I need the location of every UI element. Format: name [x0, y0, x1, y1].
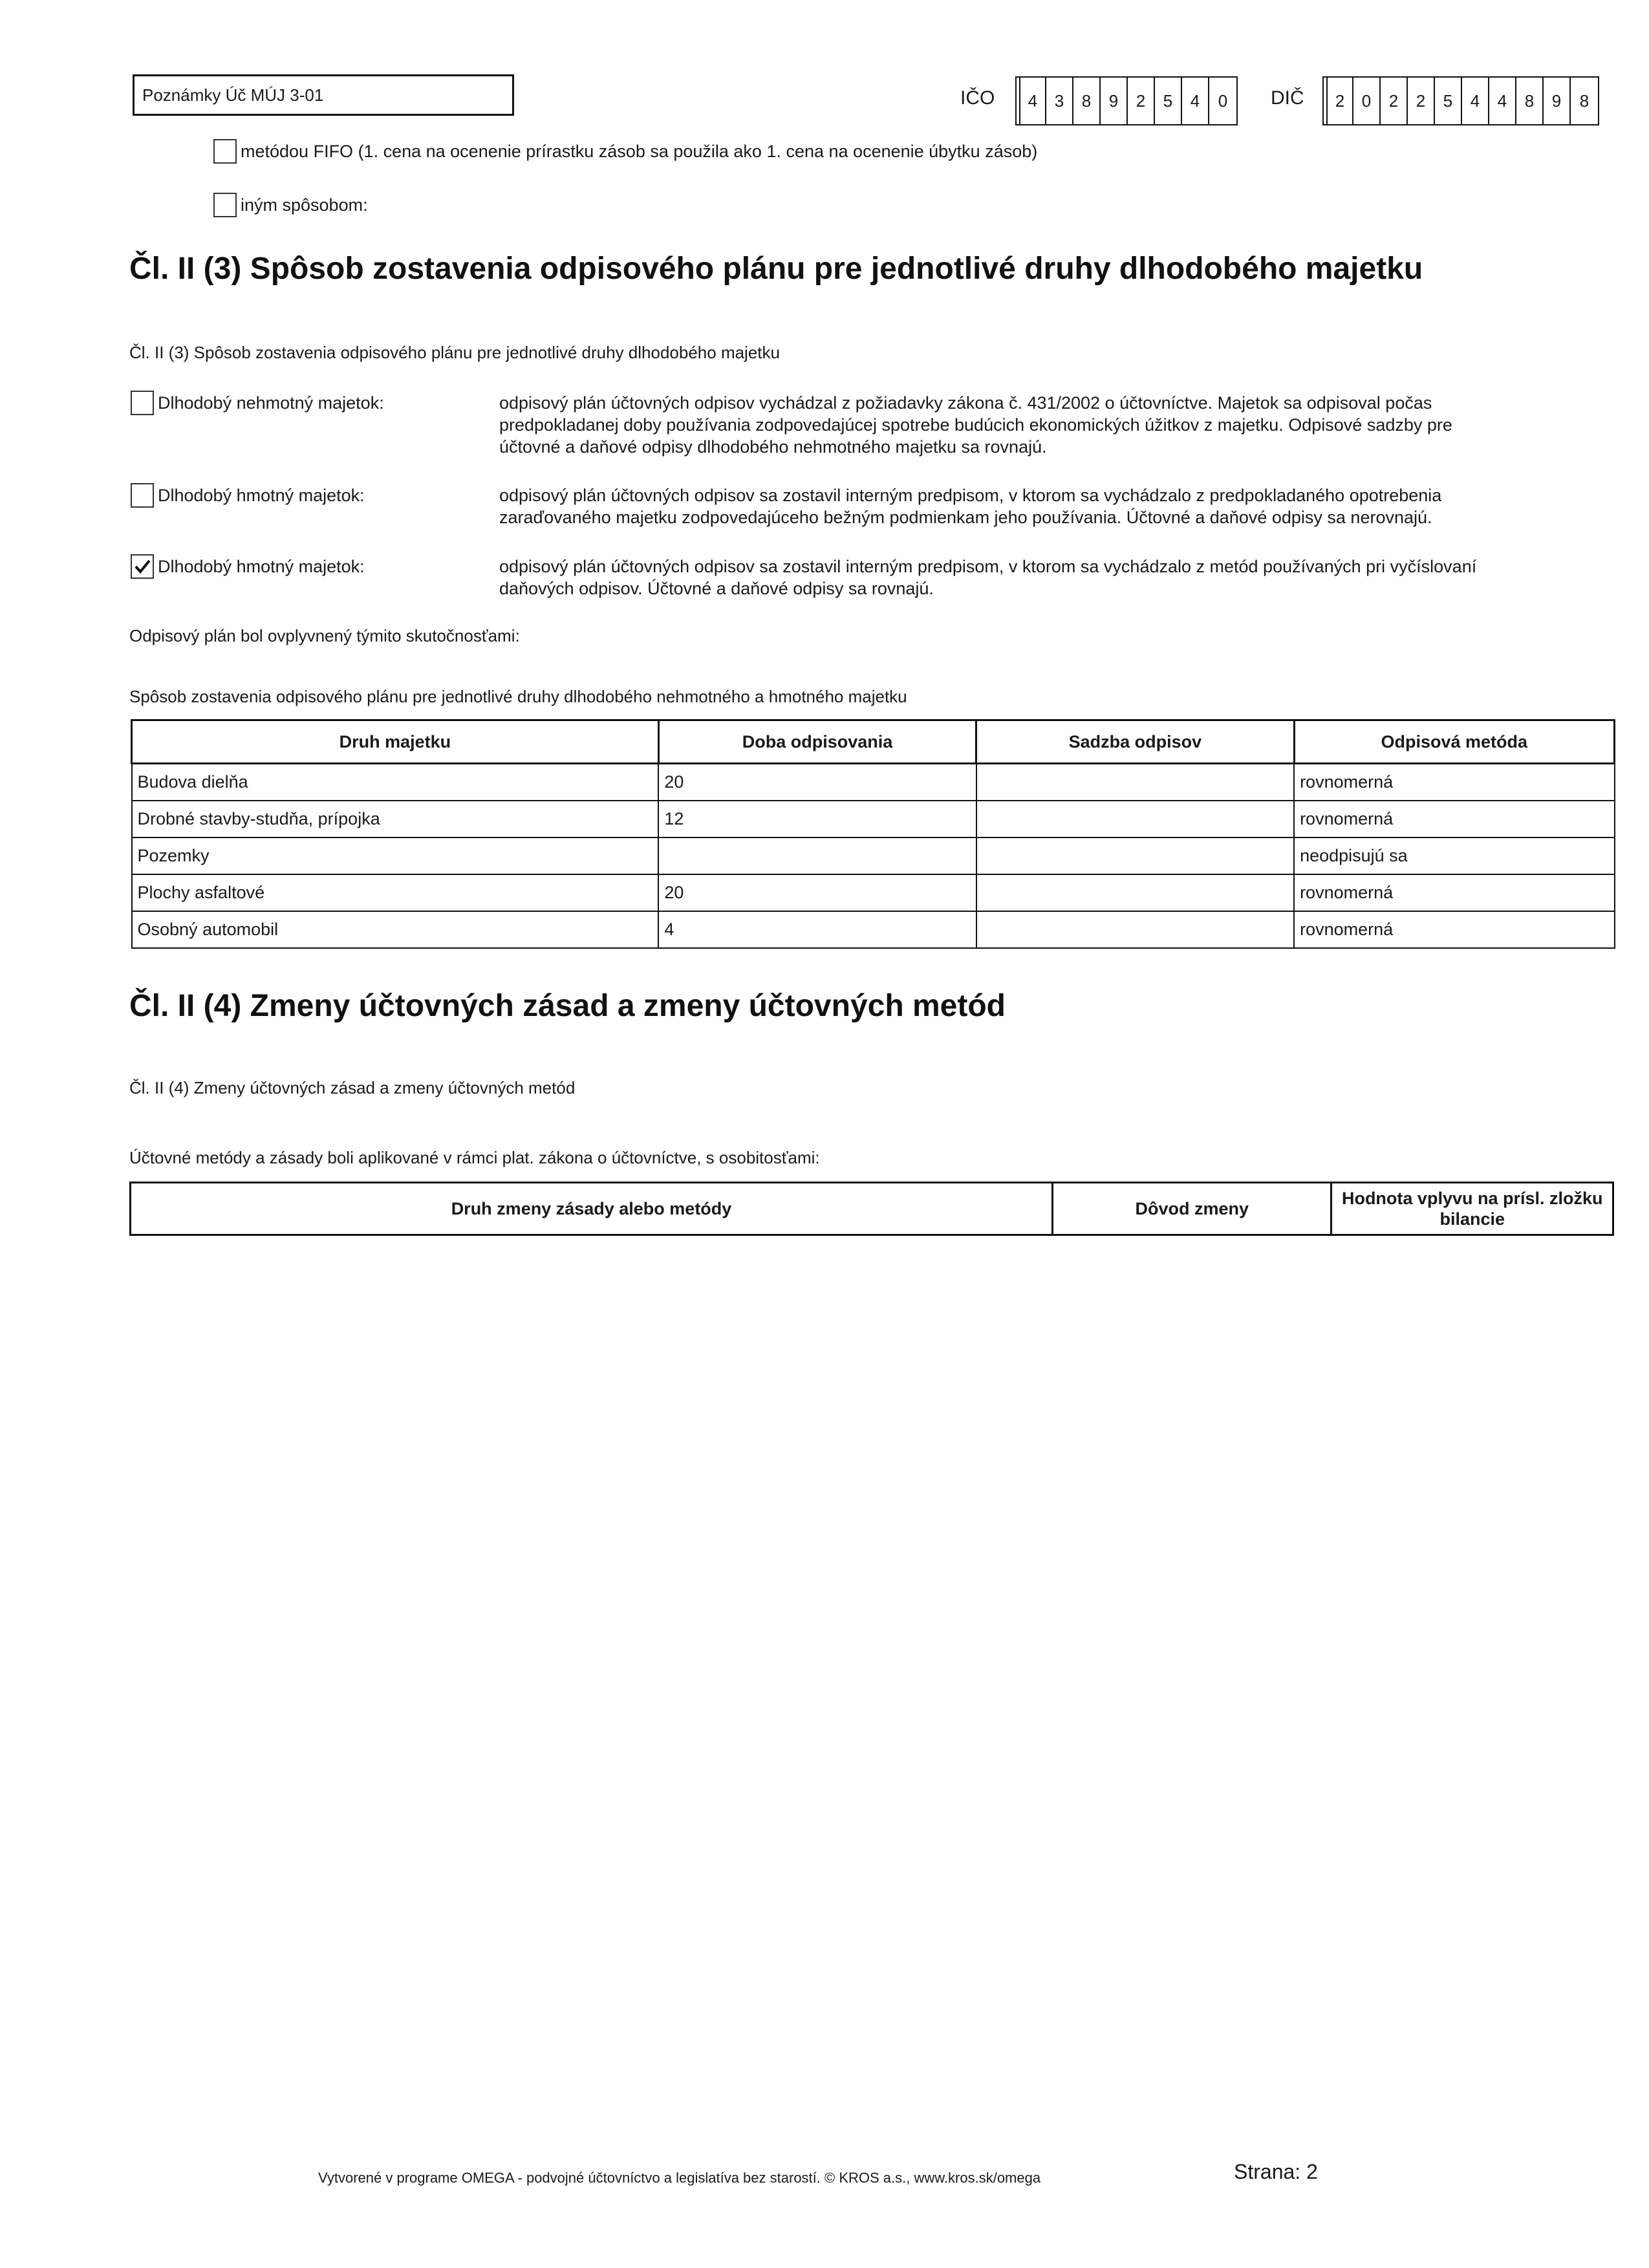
depreciation-table-caption: Spôsob zostavenia odpisového plánu pre jednotlivé druhy dlhodobého nehmotného a hmotného majetku: [129, 687, 907, 706]
description-line: daňových odpisov. Účtovné a daňové odpisy sa rovnajú.: [499, 579, 934, 598]
item-tangible-b: [131, 554, 365, 579]
description-line: odpisový plán účtovných odpisov sa zostavil interným predpisom, v ktorom sa vychádzalo z predpokladaného opotrebenia: [499, 486, 1442, 505]
section3-title: Čl. II (3) Spôsob zostavenia odpisového plánu pre jednotlivé druhy dlhodobého majetku: [129, 252, 1423, 286]
tangible-b-description: [499, 556, 1534, 599]
rate-cell: [976, 837, 1294, 874]
dic-digit: 8: [1516, 78, 1544, 124]
option-other: [213, 193, 368, 217]
dic-digit: 9: [1544, 78, 1571, 124]
asset-type-cell: Drobné stavby-studňa, prípojka: [132, 801, 659, 837]
column-header: Odpisová metóda: [1294, 720, 1614, 764]
footer-text: Vytvorené v programe OMEGA - podvojné účtovníctvo a legislatíva bez starostí. © KROS a.s., www.kros.sk/omega: [318, 2170, 1041, 2186]
period-cell: [658, 837, 976, 874]
ico-digit: 2: [1128, 78, 1155, 124]
period-cell: 20: [658, 764, 976, 801]
other-method-checkbox[interactable]: [213, 193, 237, 217]
method-cell: rovnomerná: [1294, 874, 1614, 911]
description-line: odpisový plán účtovných odpisov vychádzal z požiadavky zákona č. 431/2002 o účtovníctve. Majetok sa odpisoval počas: [499, 393, 1432, 413]
method-cell: rovnomerná: [1294, 764, 1614, 801]
table-header-row: [131, 1183, 1613, 1235]
dic-digit: 0: [1353, 78, 1381, 124]
tangible-a-checkbox[interactable]: [131, 483, 154, 508]
description-line: predpokladanej doby používania zodpovedajúcej spotrebe budúcich ekonomických úžitkov z majetku. Odpisové sadzby pre: [499, 415, 1452, 435]
period-cell: 20: [658, 874, 976, 911]
dic-digit: 8: [1579, 91, 1590, 111]
fifo-label: metódou FIFO (1. cena na ocenenie prírastku zásob sa použila ako 1. cena na ocenenie úbytku zásob): [241, 141, 1038, 161]
table-row: [132, 874, 1615, 911]
column-header: Doba odpisovania: [658, 720, 976, 764]
tangible-a-description: [499, 484, 1534, 528]
checkmark-icon: [133, 557, 152, 576]
fifo-checkbox[interactable]: [213, 139, 237, 164]
dic-digit: 4: [1462, 78, 1489, 124]
other-method-label: iným spôsobom:: [241, 195, 368, 215]
dic-digit: 2: [1381, 78, 1408, 124]
column-header: Hodnota vplyvu na prísl. zložku bilancie: [1331, 1183, 1613, 1235]
item-tangible-a: [131, 483, 365, 508]
dic-digit: 4: [1489, 78, 1516, 124]
dic-label: DIČ: [1271, 87, 1304, 109]
ico-digit: 3: [1046, 78, 1073, 124]
dic-digit: 2: [1326, 78, 1353, 124]
tangible-b-label: Dlhodobý hmotný majetok:: [158, 556, 365, 576]
option-fifo: [213, 139, 1037, 164]
intangible-description: [499, 392, 1534, 458]
depreciation-table: [131, 719, 1615, 949]
tangible-a-label: Dlhodobý hmotný majetok:: [158, 485, 365, 505]
column-header: Druh zmeny zásady alebo metódy: [131, 1183, 1053, 1235]
dic-digit: 2: [1408, 78, 1435, 124]
ico-digit: 5: [1155, 78, 1182, 124]
item-intangible: [131, 391, 384, 415]
table-row: [132, 764, 1615, 801]
description-line: zaraďovaného majetku zodpovedajúceho bežným podmienkam jeho používania. Účtovné a daňové odpisy sa nerovnajú.: [499, 508, 1432, 527]
rate-cell: [976, 801, 1294, 837]
dic-digits: [1322, 76, 1599, 125]
table-row: [132, 911, 1615, 948]
asset-type-cell: Budova dielňa: [132, 764, 659, 801]
asset-type-cell: Osobný automobil: [132, 911, 659, 948]
method-cell: rovnomerná: [1294, 801, 1614, 837]
ico-digits: [1015, 76, 1238, 125]
intangible-checkbox[interactable]: [131, 391, 154, 415]
ico-digit: 4: [1019, 78, 1046, 124]
tangible-b-checkbox[interactable]: [131, 554, 154, 579]
influence-note: Odpisový plán bol ovplyvnený týmito skutočnosťami:: [129, 626, 520, 645]
dic-digit: 5: [1435, 78, 1462, 124]
table-row: [132, 801, 1615, 837]
table-row: [132, 837, 1615, 874]
intangible-label: Dlhodobý nehmotný majetok:: [158, 393, 384, 413]
method-cell: rovnomerná: [1294, 911, 1614, 948]
column-header: Sadzba odpisov: [976, 720, 1294, 764]
section4-title: Čl. II (4) Zmeny účtovných zásad a zmeny účtovných metód: [129, 989, 1006, 1023]
table-header-row: [132, 720, 1615, 764]
method-cell: neodpisujú sa: [1294, 837, 1614, 874]
description-line: účtovné a daňové odpisy dlhodobého nehmotného majetku sa rovnajú.: [499, 437, 1047, 457]
form-id: Poznámky Úč MÚJ 3-01: [133, 74, 514, 116]
section4-note: Účtovné metódy a zásady boli aplikované v rámci plat. zákona o účtovníctve, s osobitosťami:: [129, 1148, 820, 1167]
period-cell: 12: [658, 801, 976, 837]
asset-type-cell: Plochy asfaltové: [132, 874, 659, 911]
description-line: odpisový plán účtovných odpisov sa zostavil interným predpisom, v ktorom sa vychádzalo z metód používaných pri vyčíslovaní: [499, 557, 1477, 576]
ico-digit: 9: [1101, 78, 1128, 124]
section4-subtitle: Čl. II (4) Zmeny účtovných zásad a zmeny účtovných metód: [129, 1078, 576, 1097]
section3-subtitle: Čl. II (3) Spôsob zostavenia odpisového plánu pre jednotlivé druhy dlhodobého majetku: [129, 343, 780, 362]
rate-cell: [976, 911, 1294, 948]
asset-type-cell: Pozemky: [132, 837, 659, 874]
column-header: Dôvod zmeny: [1053, 1183, 1331, 1235]
rate-cell: [976, 874, 1294, 911]
rate-cell: [976, 764, 1294, 801]
ico-digit: 0: [1218, 91, 1228, 111]
ico-digit: 4: [1182, 78, 1209, 124]
changes-table: [129, 1182, 1614, 1236]
column-header: Druh majetku: [132, 720, 659, 764]
page-number: Strana: 2: [1234, 2160, 1318, 2183]
period-cell: 4: [658, 911, 976, 948]
ico-label: IČO: [960, 87, 995, 109]
ico-digit: 8: [1073, 78, 1101, 124]
